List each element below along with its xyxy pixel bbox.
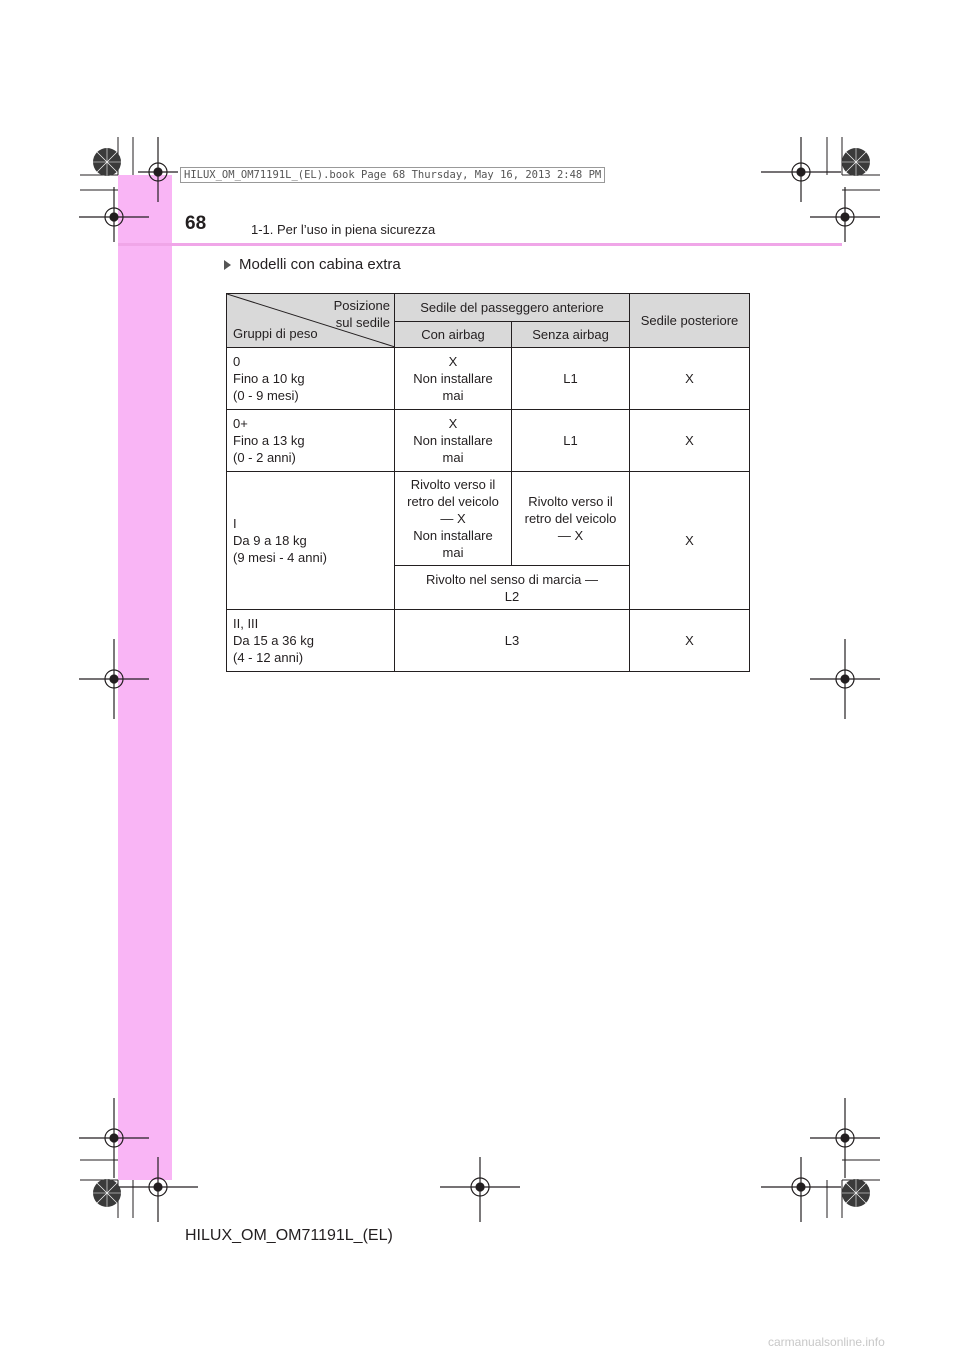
table-row	[227, 472, 750, 566]
table-corner-cell	[227, 294, 395, 348]
book-info-stamp: HILUX_OM_OM71191L_(EL).book Page 68 Thursday, May 16, 2013 2:48 PM	[180, 167, 605, 183]
section-title: 1-1. Per l’uso in piena sicurezza	[251, 222, 436, 237]
airbag-cell: X Non installare mai	[395, 410, 512, 472]
weight-group-cell: I Da 9 a 18 kg (9 mesi - 4 anni)	[227, 472, 395, 610]
footer-code: HILUX_OM_OM71191L_(EL)	[185, 1227, 393, 1244]
weight-group-cell: 0 Fino a 10 kg (0 - 9 mesi)	[227, 348, 395, 410]
table-row	[227, 610, 750, 672]
weight-group-cell: II, III Da 15 a 36 kg (4 - 12 anni)	[227, 610, 395, 672]
rear-cell: X	[630, 472, 750, 610]
corner-position-label: Posizione	[333, 298, 390, 313]
airbag-cell: Rivolto verso il retro del veicolo — X Non installare mai	[395, 472, 512, 566]
rear-seat-header: Sedile posteriore	[630, 294, 750, 348]
subheading	[224, 256, 401, 273]
airbag-cell: X Non installare mai	[395, 348, 512, 410]
no-airbag-header: Senza airbag	[512, 322, 630, 348]
no-airbag-cell: Rivolto verso il retro del veicolo — X	[512, 472, 630, 566]
front-seat-header: Sedile del passeggero anteriore	[395, 294, 630, 322]
table-row	[227, 410, 750, 472]
watermark: carmanualsonline.info	[768, 1335, 885, 1349]
no-airbag-cell: L1	[512, 410, 630, 472]
triangle-bullet-icon	[224, 260, 231, 270]
airbag-header: Con airbag	[395, 322, 512, 348]
front-seat-cell: L3	[395, 610, 630, 672]
subheading-text: Modelli con cabina extra	[239, 256, 401, 273]
corner-position-label-2: sul sedile	[335, 315, 390, 330]
corner-group-label: Gruppi di peso	[233, 326, 318, 341]
forward-facing-cell: Rivolto nel senso di marcia — L2	[395, 566, 630, 610]
table-row	[227, 348, 750, 410]
rear-cell: X	[630, 348, 750, 410]
child-seat-table	[226, 293, 750, 672]
page-number: 68	[185, 213, 207, 234]
no-airbag-cell: L1	[512, 348, 630, 410]
rear-cell: X	[630, 610, 750, 672]
weight-group-cell: 0+ Fino a 13 kg (0 - 2 anni)	[227, 410, 395, 472]
rear-cell: X	[630, 410, 750, 472]
